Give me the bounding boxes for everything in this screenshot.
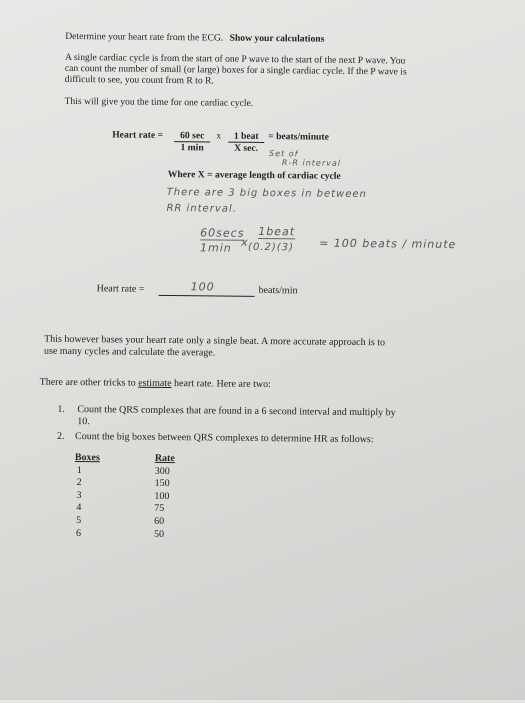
body-para2 <box>40 377 271 390</box>
fraction-beat-per-x-sec <box>228 131 264 154</box>
handwritten-line-2: RR interval. <box>166 202 237 215</box>
handwritten-calc-num-2: 1beat <box>258 224 296 239</box>
worksheet-title <box>65 31 324 45</box>
rate-cell: 150 <box>154 478 170 490</box>
handwritten-answer: 100 <box>190 280 215 294</box>
rate-cell: 100 <box>154 490 170 502</box>
list-item-2-number: 2. <box>57 430 65 442</box>
title-bold-text: Show your calculations <box>229 32 325 45</box>
handwritten-note-set-of: Set of <box>269 149 299 159</box>
fraction-numerator: 1 beat <box>228 131 264 143</box>
para2-underlined: estimate <box>138 377 172 390</box>
boxes-column <box>74 452 100 540</box>
title-text: Determine your heart rate from the ECG. <box>65 30 224 44</box>
where-prefix: Where <box>167 168 198 181</box>
where-variable: X <box>197 169 205 181</box>
para2-suffix: heart rate. Here are two: <box>171 378 271 391</box>
rate-cell: 60 <box>154 515 165 527</box>
fraction-denominator: X sec. <box>234 142 259 154</box>
where-definition <box>168 169 341 182</box>
rate-cell: 75 <box>154 503 165 515</box>
answer-label: Heart rate = <box>96 283 145 295</box>
intro-line-4: This will give you the time for one cardiac cycle. <box>64 95 254 109</box>
handwritten-calc-times: x <box>241 235 249 249</box>
handwritten-calc-num-1: 60secs <box>200 226 245 240</box>
boxes-cell: 5 <box>76 515 82 527</box>
formula-result: = beats/minute <box>268 131 329 143</box>
boxes-cell: 4 <box>76 502 82 514</box>
body-para1-line-2: use many cycles and calculate the average. <box>43 345 216 359</box>
rate-cell: 300 <box>154 465 170 477</box>
boxes-cell: 6 <box>76 527 82 539</box>
body-para1-line-1: This however bases your heart rate only a single beat. A more accurate approach is to <box>44 333 386 349</box>
answer-unit: beats/min <box>258 284 298 297</box>
list-item-1-line-2: 10. <box>77 416 90 428</box>
list-item-1-number: 1. <box>57 403 65 415</box>
boxes-header: Boxes <box>74 452 100 464</box>
boxes-cell: 2 <box>76 477 82 489</box>
intro-line-3: difficult to see, you count from R to R. <box>64 73 214 87</box>
list-item-2-line-1: Count the big boxes between QRS complexes to determine HR as follows: <box>75 431 374 446</box>
handwritten-line-1: There are 3 big boxes in between <box>166 186 367 201</box>
fraction-numerator: 60 sec <box>174 130 210 142</box>
rate-column <box>154 453 175 541</box>
boxes-cell: 3 <box>76 489 82 501</box>
rate-cell: 50 <box>154 528 165 540</box>
times-symbol: x <box>216 130 222 142</box>
fraction-denominator: 1 min <box>180 142 204 154</box>
formula-label: Heart rate = <box>112 129 164 141</box>
handwritten-calc-den-1: 1min <box>199 241 232 255</box>
handwritten-note-rr-interval: R-R interval <box>281 158 342 168</box>
intro-line-1: A single cardiac cycle is from the start of one P wave to the start of the next P wave. You <box>64 51 406 67</box>
where-rest: = average length of cardiac cycle <box>204 169 341 182</box>
fraction-60-sec-per-min <box>174 130 210 153</box>
answer-blank-line <box>159 295 255 297</box>
rate-header: Rate <box>154 452 175 465</box>
handwritten-calc-den-2: (0.2)(3) <box>248 241 295 254</box>
para2-prefix: There are other tricks to <box>39 376 139 389</box>
list-item-1-line-1: Count the QRS complexes that are found in a 6 second interval and multiply by <box>77 404 396 419</box>
boxes-cell: 1 <box>76 464 82 476</box>
intro-line-2: can count the number of small (or large) boxes for a single cardiac cycle. If the P wave is <box>64 62 407 78</box>
handwritten-calc-result: = 100 beats / minute <box>319 236 457 252</box>
